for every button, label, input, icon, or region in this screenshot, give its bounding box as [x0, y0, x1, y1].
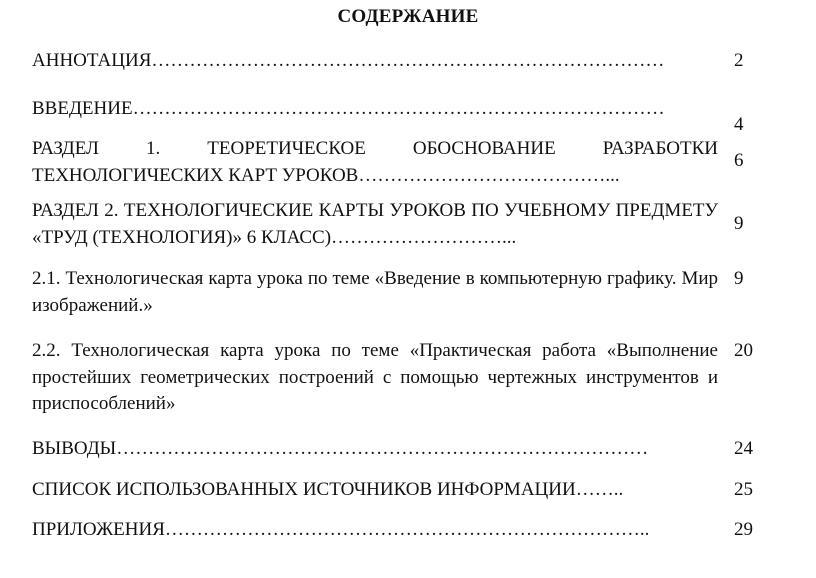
toc-page-references: 25	[734, 479, 753, 500]
toc-entry-appendices: ПРИЛОЖЕНИЯ…………………………………………………………………..	[32, 519, 650, 540]
toc-page-annotation: 2	[734, 50, 744, 71]
toc-entry-conclusions: ВЫВОДЫ…………………………………………………………………………	[32, 438, 649, 459]
toc-entry-section-2: РАЗДЕЛ 2. ТЕХНОЛОГИЧЕСКИЕ КАРТЫ УРОКОВ ПО УЧЕБНОМУ ПРЕДМЕТУ «ТРУД (ТЕХНОЛОГИЯ)» 6 КЛАСС)………………………...	[32, 200, 718, 248]
toc-entry-annotation: АННОТАЦИЯ………………………………………………………………………	[32, 50, 665, 71]
toc-page-section-1: 6	[734, 150, 744, 171]
toc-entry-subsection-2-2: 2.2. Технологическая карта урока по теме «Практическая работа «Выполнение простейших геометрических построений с помощью чертежных инструментов и приспособлений»	[32, 340, 718, 414]
toc-entry-subsection-2-1: 2.1. Технологическая карта урока по теме «Введение в компьютерную графику. Мир изображений.»	[32, 268, 718, 316]
toc-entry-introduction: ВВЕДЕНИЕ…………………………………………………………………………	[32, 98, 665, 119]
toc-page-section-2: 9	[734, 213, 744, 234]
toc-page-appendices: 29	[734, 519, 753, 540]
toc-entry-section-1: РАЗДЕЛ 1. ТЕОРЕТИЧЕСКОЕ ОБОСНОВАНИЕ РАЗРАБОТКИ ТЕХНОЛОГИЧЕСКИХ КАРТ УРОКОВ…………………………………...	[32, 138, 718, 186]
toc-entry-references: СПИСОК ИСПОЛЬЗОВАННЫХ ИСТОЧНИКОВ ИНФОРМАЦИИ……..	[32, 479, 624, 500]
toc-page-subsection-2-1: 9	[734, 268, 744, 289]
toc-page-introduction: 4	[734, 114, 744, 135]
toc-page-subsection-2-2: 20	[734, 340, 753, 361]
toc-title: СОДЕРЖАНИЕ	[337, 6, 479, 27]
toc-page-conclusions: 24	[734, 438, 753, 459]
